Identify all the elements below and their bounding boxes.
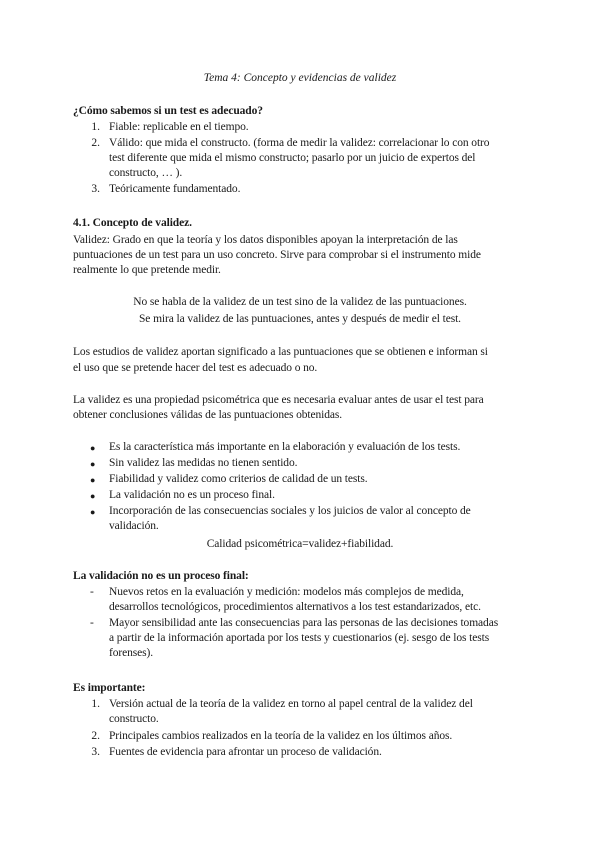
list-item-text: Fuentes de evidencia para afrontar un proceso de validación.: [109, 746, 382, 758]
page-title: Tema 4: Concepto y evidencias de validez: [203, 72, 397, 84]
formula: Calidad psicométrica=validez+fiabilidad.: [206, 538, 394, 550]
paragraph-line: Los estudios de validez aportan significado a las puntuaciones que se obtienen e informan si: [73, 346, 488, 358]
list-number: 1.: [91, 698, 100, 710]
list-item-text: Es la característica más importante en la elaboración y evaluación de los tests.: [109, 441, 461, 453]
list-number: 3.: [91, 746, 100, 758]
list-item-text: La validación no es un proceso final.: [109, 489, 275, 501]
section-heading: ¿Cómo sabemos si un test es adecuado?: [73, 105, 263, 117]
list-item-text: Principales cambios realizados en la teoría de la validez en los últimos años.: [109, 730, 453, 742]
paragraph-line: realmente lo que pretende medir.: [73, 264, 221, 276]
list-item-text: Fiabilidad y validez como criterios de calidad de un tests.: [109, 473, 368, 485]
bullet-icon: ●: [90, 507, 96, 517]
list-item-text: Teóricamente fundamentado.: [109, 183, 241, 195]
list-item-text: desarrollos tecnológicos, procedimientos alternativos a los test estandarizados, etc.: [109, 601, 481, 613]
list-item-text: Mayor sensibilidad ante las consecuencias para las personas de las decisiones tomadas: [109, 617, 499, 629]
list-item-text: Nuevos retos en la evaluación y medición: modelos más complejos de medida,: [109, 586, 464, 598]
section-heading: Es importante:: [73, 682, 146, 694]
list-item-text: Versión actual de la teoría de la validez en torno al papel central de la validez del: [109, 698, 473, 710]
paragraph-line: Validez: Grado en que la teoría y los datos disponibles apoyan la interpretación de las: [73, 234, 458, 246]
list-item-text: Sin validez las medidas no tienen sentido.: [109, 457, 298, 469]
centered-note: Se mira la validez de las puntuaciones, antes y después de medir el test.: [139, 313, 461, 325]
bullet-icon: ●: [90, 475, 96, 485]
list-number: 2.: [91, 137, 100, 149]
list-item-text: constructo, … ).: [109, 167, 183, 179]
paragraph-line: el uso que se pretende hacer del test es adecuado o no.: [73, 362, 318, 374]
paragraph-line: obtener conclusiones válidas de las puntuaciones obtenidas.: [73, 409, 343, 421]
list-number: 2.: [91, 730, 100, 742]
bullet-icon: ●: [90, 443, 96, 453]
list-item-text: validación.: [109, 520, 159, 532]
centered-note: No se habla de la validez de un test sino de la validez de las puntuaciones.: [133, 296, 467, 308]
list-number: 1.: [91, 121, 100, 133]
dash-icon: -: [90, 617, 94, 629]
list-item-text: constructo.: [109, 713, 159, 725]
paragraph-line: La validez es una propiedad psicométrica que es necesaria evaluar antes de usar el test para: [73, 394, 484, 406]
list-item-text: forenses).: [109, 647, 154, 659]
section-heading: 4.1. Concepto de validez.: [73, 217, 192, 229]
dash-icon: -: [90, 586, 94, 598]
list-item-text: a partir de la información aportada por los tests y cuestionarios (ej. sesgo de los tests: [109, 632, 490, 644]
bullet-icon: ●: [90, 459, 96, 469]
list-item-text: Fiable: replicable en el tiempo.: [109, 121, 249, 133]
paragraph-line: puntuaciones de un test para un uso concreto. Sirve para comprobar si el instrumento mide: [73, 249, 481, 261]
list-number: 3.: [91, 183, 100, 195]
bullet-icon: ●: [90, 491, 96, 501]
list-item-text: Válido: que mida el constructo. (forma de medir la validez: correlacionar lo con otro: [109, 137, 490, 149]
list-item-text: Incorporación de las consecuencias sociales y los juicios de valor al concepto de: [109, 505, 471, 517]
section-heading: La validación no es un proceso final:: [73, 570, 249, 582]
list-item-text: test diferente que mida el mismo constructo; pasarlo por un juicio de expertos del: [109, 152, 476, 164]
